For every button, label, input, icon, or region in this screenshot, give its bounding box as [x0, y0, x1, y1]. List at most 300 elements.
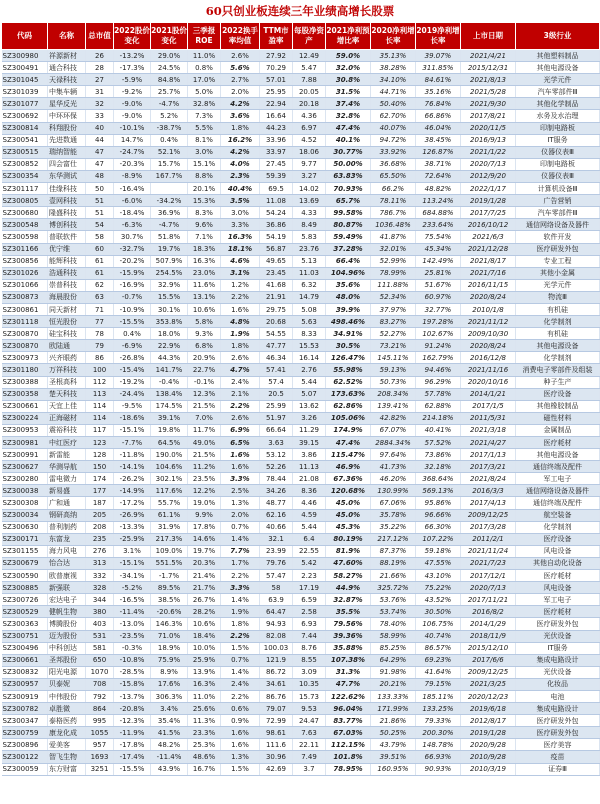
table-cell: 49.65: [260, 255, 293, 267]
table-cell: 2021/3/25: [461, 678, 516, 690]
table-cell: 50.00%: [326, 158, 371, 170]
table-cell: 11.0%: [188, 690, 221, 702]
table-cell: 9.3%: [188, 328, 221, 340]
table-cell: 2.4%: [221, 376, 260, 388]
table-cell: 1.2%: [221, 279, 260, 291]
table-cell: 40.07%: [371, 122, 416, 134]
table-cell: 25.7%: [151, 86, 188, 98]
table-cell: 15.53: [293, 340, 326, 352]
table-cell: 2.1%: [221, 388, 260, 400]
table-cell: 2020/12/23: [461, 690, 516, 702]
table-cell: 114: [86, 412, 114, 424]
table-row: [2, 594, 600, 606]
table-cell: 光伏设备: [516, 666, 600, 678]
table-cell: 58.27%: [326, 570, 371, 582]
table-cell: 1.5%: [221, 763, 260, 775]
table-cell: 21.7%: [188, 582, 221, 594]
table-row: [2, 122, 600, 134]
table-cell: 19.0%: [188, 497, 221, 509]
table-cell: 3.6%: [221, 110, 260, 122]
table-cell: 6.5%: [221, 437, 260, 449]
table-cell: 47.55%: [416, 557, 461, 569]
table-cell: 37.4%: [326, 98, 371, 110]
table-cell: SZ300692: [2, 110, 48, 122]
table-row: [2, 279, 600, 291]
table-cell: 2010/9/28: [461, 751, 516, 763]
table-cell: 67.36%: [326, 473, 371, 485]
table-cell: 中伟股份: [48, 690, 86, 702]
table-row: [2, 545, 600, 557]
table-cell: 121.9: [260, 654, 293, 666]
table-cell: 7.0%: [188, 412, 221, 424]
table-cell: 5.2%: [151, 110, 188, 122]
table-row: [2, 521, 600, 533]
table-cell: 51: [86, 207, 114, 219]
table-cell: 仪器仪表Ⅲ: [516, 170, 600, 182]
table-cell: SZ300973: [2, 352, 48, 364]
table-cell: 84.61%: [416, 74, 461, 86]
table-cell: 101.8%: [326, 751, 371, 763]
table-cell: 65.50%: [371, 170, 416, 182]
table-cell: 90.93%: [416, 763, 461, 775]
table-cell: 29.75: [260, 303, 293, 315]
table-cell: -12.3%: [114, 715, 151, 727]
table-cell: 84.8%: [151, 74, 188, 86]
table-row: [2, 763, 600, 775]
table-cell: -15.1%: [114, 424, 151, 436]
table-cell: 27.45: [260, 158, 293, 170]
table-cell: 81.9%: [326, 545, 371, 557]
table-cell: 5.42: [293, 557, 326, 569]
table-cell: [151, 183, 188, 195]
table-cell: 18.9%: [151, 642, 188, 654]
table-cell: 2021/11/12: [461, 316, 516, 328]
table-cell: 50.25%: [371, 727, 416, 739]
table-cell: SZ300856: [2, 255, 48, 267]
table-cell: 博创科技: [48, 219, 86, 231]
table-cell: 其他化学制品: [516, 98, 600, 110]
table-cell: 63: [86, 291, 114, 303]
table-cell: 2.4%: [221, 678, 260, 690]
table-cell: -20.3%: [114, 158, 151, 170]
table-cell: 33.97: [260, 146, 293, 158]
table-cell: 51.8%: [151, 231, 188, 243]
table-cell: 86.72: [260, 666, 293, 678]
table-cell: 2.2%: [221, 690, 260, 702]
table-cell: 57.01: [260, 74, 293, 86]
table-cell: -10.1%: [114, 122, 151, 134]
table-cell: 2022/1/17: [461, 183, 516, 195]
table-cell: 130.99%: [371, 485, 416, 497]
table-cell: 32.0%: [326, 62, 371, 74]
table-cell: 32.8%: [188, 98, 221, 110]
table-cell: 16.3%: [188, 678, 221, 690]
table-cell: 53.74%: [371, 606, 416, 618]
table-cell: 3.63: [260, 437, 293, 449]
table-cell: 13.62: [293, 400, 326, 412]
table-row: [2, 497, 600, 509]
table-cell: 20.21%: [371, 678, 416, 690]
table-cell: 177: [86, 485, 114, 497]
table-cell: -13.0%: [114, 618, 151, 630]
table-cell: 0.8%: [188, 62, 221, 74]
table-cell: 97.64%: [371, 449, 416, 461]
table-cell: 2.2%: [221, 400, 260, 412]
table-cell: 160.95%: [371, 763, 416, 775]
table-cell: SZ300991: [2, 449, 48, 461]
table-cell: 42.69: [260, 763, 293, 775]
table-cell: 59.39: [260, 170, 293, 182]
table-cell: 同天新材: [48, 303, 86, 315]
table-cell: 32.77%: [416, 303, 461, 315]
table-cell: 15.7%: [151, 158, 188, 170]
table-cell: 94.72%: [371, 134, 416, 146]
table-cell: 2.0%: [221, 509, 260, 521]
table-cell: 6.93: [293, 618, 326, 630]
table-cell: 29.0%: [151, 50, 188, 62]
table-cell: 957: [86, 739, 114, 751]
table-cell: 33.92%: [371, 146, 416, 158]
table-cell: 41.87%: [371, 231, 416, 243]
table-cell: 3251: [86, 763, 114, 775]
table-cell: 62.88%: [416, 400, 461, 412]
table-cell: 东方财富: [48, 763, 86, 775]
table-cell: 1.6%: [221, 739, 260, 751]
table-cell: 62.86%: [326, 400, 371, 412]
table-cell: 22.11: [293, 739, 326, 751]
table-cell: 15.5%: [151, 291, 188, 303]
table-cell: 142.49%: [416, 255, 461, 267]
table-cell: 风电设备: [516, 545, 600, 557]
table-cell: 54.19: [260, 231, 293, 243]
table-cell: 35.6%: [326, 279, 371, 291]
table-cell: 83.77%: [326, 715, 371, 727]
table-cell: 3.0%: [221, 207, 260, 219]
table-cell: 52.26: [260, 461, 293, 473]
table-cell: 35.5%: [326, 606, 371, 618]
table-cell: 3.86: [293, 449, 326, 461]
table-cell: 115.47%: [326, 449, 371, 461]
table-cell: -26.9%: [114, 509, 151, 521]
table-cell: -14.9%: [114, 485, 151, 497]
table-cell: 1.6%: [221, 727, 260, 739]
table-row: [2, 400, 600, 412]
table-cell: 医疗研发外包: [516, 715, 600, 727]
table-cell: -0.7%: [114, 291, 151, 303]
table-cell: 0.9%: [221, 715, 260, 727]
table-cell: 10.0%: [188, 642, 221, 654]
table-cell: 5.07: [293, 388, 326, 400]
table-cell: 31.9%: [151, 521, 188, 533]
table-row: [2, 195, 600, 207]
table-cell: 2016/12/8: [461, 352, 516, 364]
table-cell: 7.49: [293, 751, 326, 763]
table-cell: -28.5%: [114, 666, 151, 678]
table-cell: 22.94: [260, 98, 293, 110]
table-cell: 2.76: [293, 364, 326, 376]
table-cell: 138.4%: [151, 388, 188, 400]
table-cell: 印制电路板: [516, 122, 600, 134]
table-cell: 23.76: [293, 243, 326, 255]
table-cell: 126.87%: [416, 146, 461, 158]
table-cell: SZ300896: [2, 739, 48, 751]
page-title: 60只创业板连续三年业绩高增长股票: [205, 4, 395, 18]
table-cell: -15.4%: [114, 364, 151, 376]
table-cell: 73.21%: [371, 340, 416, 352]
table-cell: 其他电源设备: [516, 449, 600, 461]
table-row: [2, 630, 600, 642]
table-cell: 25.3%: [188, 739, 221, 751]
table-cell: 48.2%: [151, 739, 188, 751]
table-cell: 中科创达: [48, 642, 86, 654]
header-price-change-2022: 2022股价变化: [114, 23, 151, 50]
table-cell: SZ300832: [2, 666, 48, 678]
table-cell: 祥源新材: [48, 50, 86, 62]
table-cell: 0.4%: [151, 134, 188, 146]
table-cell: 4.6%: [221, 255, 260, 267]
table-cell: -0.1%: [188, 376, 221, 388]
table-row: [2, 303, 600, 315]
table-cell: 2016/3/3: [461, 485, 516, 497]
table-cell: 卓胜微: [48, 703, 86, 715]
table-cell: 35.16%: [416, 86, 461, 98]
table-cell: 3.1%: [114, 545, 151, 557]
table-cell: 233.64%: [416, 219, 461, 231]
table-cell: 75.9%: [151, 654, 188, 666]
table-cell: -17.2%: [114, 497, 151, 509]
table-cell: 57.78%: [416, 388, 461, 400]
table-cell: 148.78%: [416, 739, 461, 751]
table-cell: 708: [86, 678, 114, 690]
table-cell: 17.8%: [188, 521, 221, 533]
table-cell: 53.12: [260, 449, 293, 461]
table-cell: 计算机设备Ⅲ: [516, 183, 600, 195]
table-cell: 306.3%: [151, 690, 188, 702]
table-cell: 1.4%: [221, 533, 260, 545]
table-cell: 66.64: [260, 424, 293, 436]
table-cell: 13.1%: [188, 291, 221, 303]
table-cell: 1.8%: [221, 122, 260, 134]
table-cell: 3.09: [293, 666, 326, 678]
table-cell: 41.64%: [416, 666, 461, 678]
table-cell: 39.36%: [326, 630, 371, 642]
table-cell: 45.0%: [326, 509, 371, 521]
table-cell: 24.47: [293, 715, 326, 727]
table-cell: -6.0%: [114, 195, 151, 207]
table-cell: 2015/12/31: [461, 62, 516, 74]
table-cell: 爱美客: [48, 739, 86, 751]
table-row: [2, 727, 600, 739]
table-cell: 3.3%: [221, 582, 260, 594]
table-cell: 35.78%: [371, 509, 416, 521]
table-cell: 39.1%: [151, 412, 188, 424]
table-cell: 2021/5/28: [461, 86, 516, 98]
table-cell: 化学制剂: [516, 316, 600, 328]
table-cell: 48.82%: [416, 183, 461, 195]
table-cell: 2020/11/5: [461, 122, 516, 134]
table-cell: 8.36: [293, 485, 326, 497]
table-cell: 72.64%: [416, 170, 461, 182]
table-cell: 380: [86, 606, 114, 618]
table-cell: 31.5%: [326, 86, 371, 98]
table-cell: 23.3%: [188, 727, 221, 739]
table-cell: 4.2%: [221, 146, 260, 158]
table-cell: -11.9%: [114, 727, 151, 739]
table-cell: 117.6%: [151, 485, 188, 497]
table-cell: 海晨股份: [48, 291, 86, 303]
table-cell: 64.29%: [371, 654, 416, 666]
table-row: [2, 461, 600, 473]
table-cell: 79.07: [260, 703, 293, 715]
table-cell: 电池: [516, 690, 600, 702]
table-cell: 新强联: [48, 582, 86, 594]
table-cell: 2017/4/13: [461, 497, 516, 509]
table-cell: 102.67%: [416, 328, 461, 340]
table-cell: 1693: [86, 751, 114, 763]
table-cell: 1.6%: [221, 449, 260, 461]
table-cell: 1.5%: [221, 642, 260, 654]
table-cell: 通信网络设备及器件: [516, 485, 600, 497]
table-cell: 69.23%: [416, 654, 461, 666]
table-cell: 146.3%: [151, 618, 188, 630]
table-cell: 24.5%: [151, 62, 188, 74]
table-cell: 551.5%: [151, 557, 188, 569]
table-cell: 3.5%: [221, 195, 260, 207]
table-row: [2, 86, 600, 98]
table-cell: 21.66%: [371, 570, 416, 582]
table-cell: 109.0%: [151, 545, 188, 557]
table-cell: 17.6%: [151, 678, 188, 690]
table-cell: 174.5%: [151, 400, 188, 412]
stock-table: [1, 22, 600, 776]
table-cell: 浩通科技: [48, 267, 86, 279]
table-cell: 5.8%: [188, 316, 221, 328]
table-cell: 332: [86, 570, 114, 582]
table-cell: SZ301039: [2, 86, 48, 98]
table-cell: 1.7%: [221, 557, 260, 569]
table-cell: 61: [86, 255, 114, 267]
table-cell: 27: [86, 74, 114, 86]
table-cell: 197.28%: [416, 316, 461, 328]
table-cell: -0.3%: [114, 642, 151, 654]
table-cell: 47.4%: [326, 122, 371, 134]
table-cell: 122.62%: [326, 690, 371, 702]
table-cell: -17.4%: [114, 751, 151, 763]
table-cell: 48.77: [260, 497, 293, 509]
table-cell: 46.04%: [416, 122, 461, 134]
table-cell: 其他塑料制品: [516, 50, 600, 62]
table-cell: 2.6%: [221, 352, 260, 364]
table-cell: SZ300059: [2, 763, 48, 775]
table-cell: 311.85%: [416, 62, 461, 74]
table-cell: IT服务: [516, 642, 600, 654]
table-cell: 34.10%: [371, 74, 416, 86]
table-cell: 78.11%: [371, 195, 416, 207]
table-cell: -9.0%: [114, 98, 151, 110]
table-cell: 14.79: [293, 291, 326, 303]
table-cell: 2021/8/24: [461, 473, 516, 485]
table-cell: 0.6%: [221, 703, 260, 715]
table-cell: 普联软件: [48, 231, 86, 243]
table-cell: 30.5%: [326, 340, 371, 352]
table-cell: -23.5%: [114, 630, 151, 642]
table-cell: -9.2%: [114, 86, 151, 98]
table-cell: 792: [86, 690, 114, 702]
table-cell: 16.3%: [221, 231, 260, 243]
table-cell: 32.87%: [326, 594, 371, 606]
table-cell: 302.1%: [151, 473, 188, 485]
table-cell: 36.86: [260, 219, 293, 231]
table-cell: 78.99%: [371, 267, 416, 279]
table-cell: 53.76%: [371, 594, 416, 606]
table-cell: 1.9%: [221, 606, 260, 618]
table-cell: 57.47: [260, 570, 293, 582]
table-cell: 2017/1/5: [461, 400, 516, 412]
table-cell: 集成电路设计: [516, 703, 600, 715]
table-cell: 32: [86, 98, 114, 110]
table-row: [2, 715, 600, 727]
table-cell: 20.3%: [188, 557, 221, 569]
table-cell: 59.49%: [326, 231, 371, 243]
header-profit-forecast-2021: 2021净利预增比率: [326, 23, 371, 50]
table-row: [2, 50, 600, 62]
table-cell: 8.76: [293, 642, 326, 654]
table-cell: 钢研高纳: [48, 509, 86, 521]
table-row: [2, 751, 600, 763]
table-cell: 106.75%: [416, 618, 461, 630]
table-cell: 44.3%: [151, 352, 188, 364]
table-cell: SZ300598: [2, 231, 48, 243]
table-cell: 66.86%: [416, 110, 461, 122]
table-cell: 47.77: [260, 340, 293, 352]
table-cell: 40.41%: [416, 424, 461, 436]
table-cell: SZ300491: [2, 62, 48, 74]
table-cell: 25.95: [260, 86, 293, 98]
table-cell: 41.68: [260, 279, 293, 291]
table-row: [2, 703, 600, 715]
table-cell: 40.66: [260, 521, 293, 533]
table-cell: 1.8%: [221, 340, 260, 352]
table-cell: 水务及水治理: [516, 110, 600, 122]
table-cell: 59.0%: [326, 50, 371, 62]
table-cell: 44.23: [260, 122, 293, 134]
table-cell: -9.5%: [114, 400, 151, 412]
table-cell: 0.7%: [221, 521, 260, 533]
table-cell: SZ300548: [2, 219, 48, 231]
table-cell: 86.76: [260, 690, 293, 702]
table-cell: 43.79%: [371, 739, 416, 751]
table-cell: 57.41: [260, 364, 293, 376]
table-cell: 38.28%: [371, 62, 416, 74]
table-cell: 2017/6/6: [461, 654, 516, 666]
table-cell: 37.97%: [371, 303, 416, 315]
table-cell: 35.13%: [371, 50, 416, 62]
table-cell: 26: [86, 50, 114, 62]
table-row: [2, 328, 600, 340]
table-cell: 162.79%: [416, 352, 461, 364]
table-cell: 344: [86, 594, 114, 606]
table-cell: 2.58: [293, 606, 326, 618]
table-cell: 507.9%: [151, 255, 188, 267]
table-cell: 55.7%: [151, 497, 188, 509]
table-cell: 59.13%: [371, 364, 416, 376]
table-cell: 2017/12/1: [461, 570, 516, 582]
table-cell: 133.25%: [416, 703, 461, 715]
table-cell: 20.68: [260, 316, 293, 328]
table-cell: -16.5%: [114, 594, 151, 606]
table-cell: 55.98%: [326, 364, 371, 376]
table-row: [2, 340, 600, 352]
